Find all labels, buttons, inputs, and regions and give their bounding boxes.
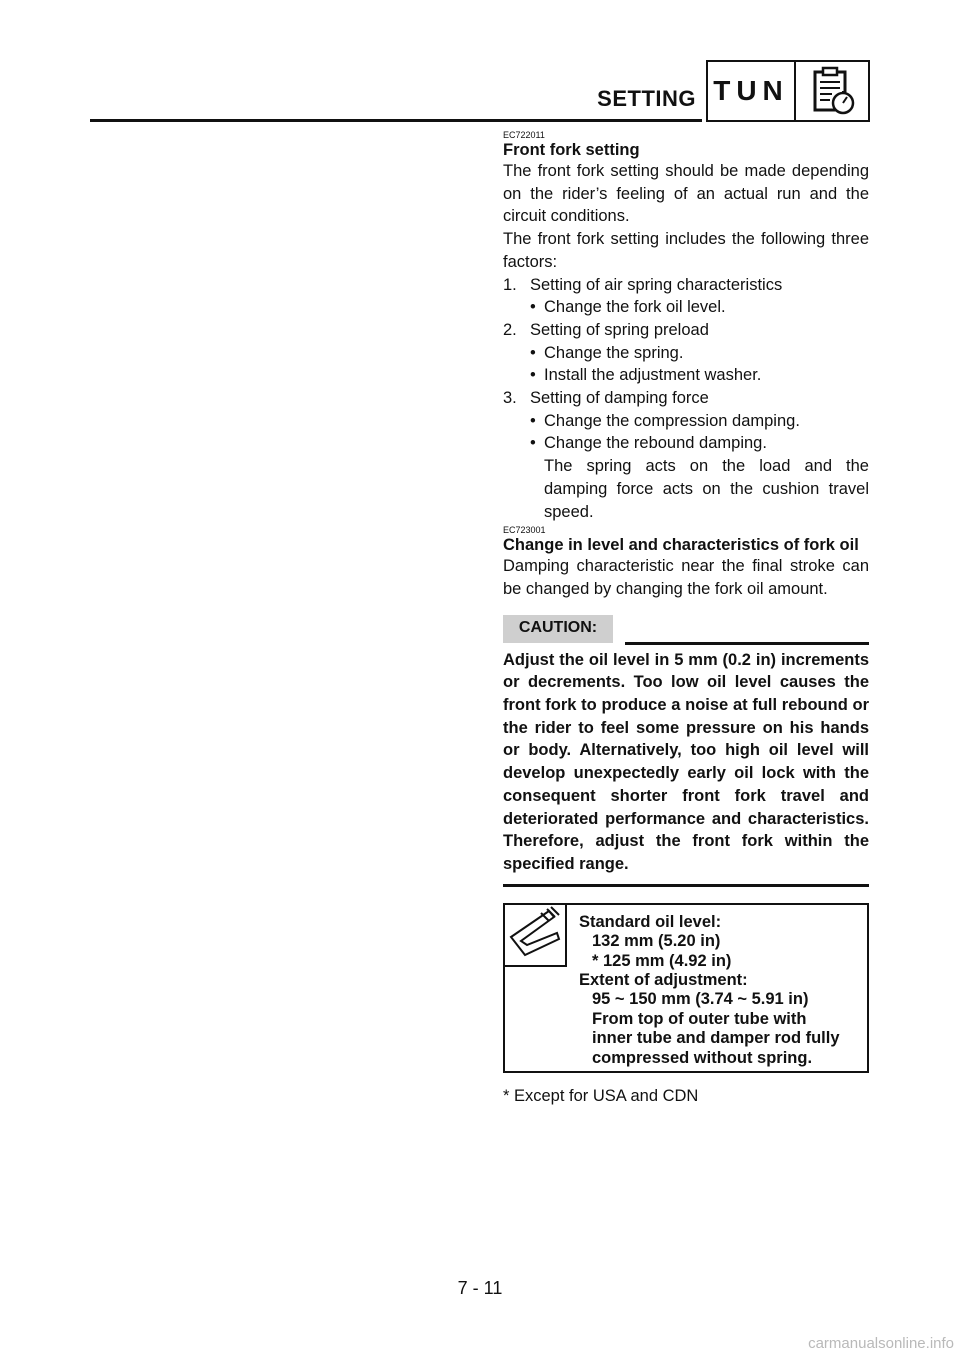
- numbered-item: [503, 274, 869, 297]
- bullet-text: Change the spring.: [544, 343, 684, 362]
- caliper-icon: [505, 905, 567, 967]
- bullet-icon: •: [530, 298, 536, 317]
- item-number: 2.: [503, 320, 517, 339]
- caution-header: [503, 615, 869, 651]
- numbered-item: [503, 319, 869, 342]
- bullet-text: Change the fork oil level.: [544, 298, 726, 317]
- spec-value: 132 mm (5.20 in): [592, 932, 721, 951]
- section-heading: Front fork setting: [503, 141, 640, 159]
- caution-end-rule: [503, 884, 869, 887]
- spec-label: Standard oil level:: [579, 912, 722, 931]
- paragraph: The front fork setting includes the following three factors:: [503, 230, 869, 271]
- item-text: Setting of air spring characteristics: [530, 275, 783, 294]
- item-text: Setting of damping force: [530, 389, 709, 408]
- section-code: EC723001: [503, 525, 546, 536]
- note-paragraph: The spring acts on the load and the damping force acts on the cushion travel speed.: [544, 457, 869, 521]
- spec-value: compressed without spring.: [592, 1048, 813, 1067]
- tun-badge: [706, 60, 870, 122]
- section-title: SETTING: [597, 86, 696, 111]
- item-number: 1.: [503, 275, 517, 294]
- bullet-icon: •: [530, 366, 536, 385]
- clipboard-stopwatch-icon: [796, 62, 868, 120]
- bullet-item: [503, 296, 869, 319]
- bullet-item: [503, 342, 869, 365]
- bullet-item: [503, 364, 869, 387]
- caution-rule: [625, 642, 869, 645]
- bullet-item: [503, 410, 869, 433]
- spec-value: * 125 mm (4.92 in): [592, 951, 732, 970]
- header-rule: [90, 119, 702, 122]
- item-text: Setting of spring preload: [530, 320, 709, 339]
- spec-value: From top of outer tube with: [592, 1009, 807, 1028]
- bullet-text: Change the compression damping.: [544, 411, 800, 430]
- spec-value: inner tube and damper rod fully: [592, 1029, 840, 1048]
- bullet-icon: •: [530, 411, 536, 430]
- content-column: [503, 128, 869, 1107]
- paragraph: Damping characteristic near the final stroke can be changed by changing the fork oil amount.: [503, 557, 869, 598]
- bullet-icon: •: [530, 434, 536, 453]
- footnote: * Except for USA and CDN: [503, 1086, 699, 1105]
- section-heading: Change in level and characteristics of fork oil: [503, 536, 859, 555]
- section-code: EC722011: [503, 130, 545, 140]
- watermark: carmanualsonline.info: [808, 1335, 954, 1352]
- spec-box: [503, 903, 869, 1073]
- caution-label: CAUTION:: [503, 615, 613, 643]
- paragraph: The front fork setting should be made depending on the rider’s feeling of an actual run and the circuit conditions.: [503, 162, 869, 226]
- bullet-item: [503, 432, 869, 455]
- bullet-text: Change the rebound damping.: [544, 434, 767, 453]
- numbered-item: [503, 387, 869, 410]
- tun-label: TUN: [708, 62, 796, 120]
- spec-label: Extent of adjustment:: [579, 970, 748, 989]
- bullet-icon: •: [530, 343, 536, 362]
- spec-value: 95 ~ 150 mm (3.74 ~ 5.91 in): [592, 990, 809, 1009]
- bullet-text: Install the adjustment washer.: [544, 366, 762, 385]
- item-number: 3.: [503, 389, 517, 408]
- caution-text: Adjust the oil level in 5 mm (0.2 in) increments or decrements. Too low oil level causes the front fork to produce a noise at full rebound or the rider to feel some pressure on his hands or body. Alternatively, too high oil level will develop unexpectedly early oil lock with the consequent shorter front fork travel and deteriorated performance and characteristics. Therefore, adjust the front fork within the specified range.: [503, 650, 869, 873]
- page-number: 7 - 11: [457, 1278, 503, 1298]
- spec-text: [579, 913, 840, 1068]
